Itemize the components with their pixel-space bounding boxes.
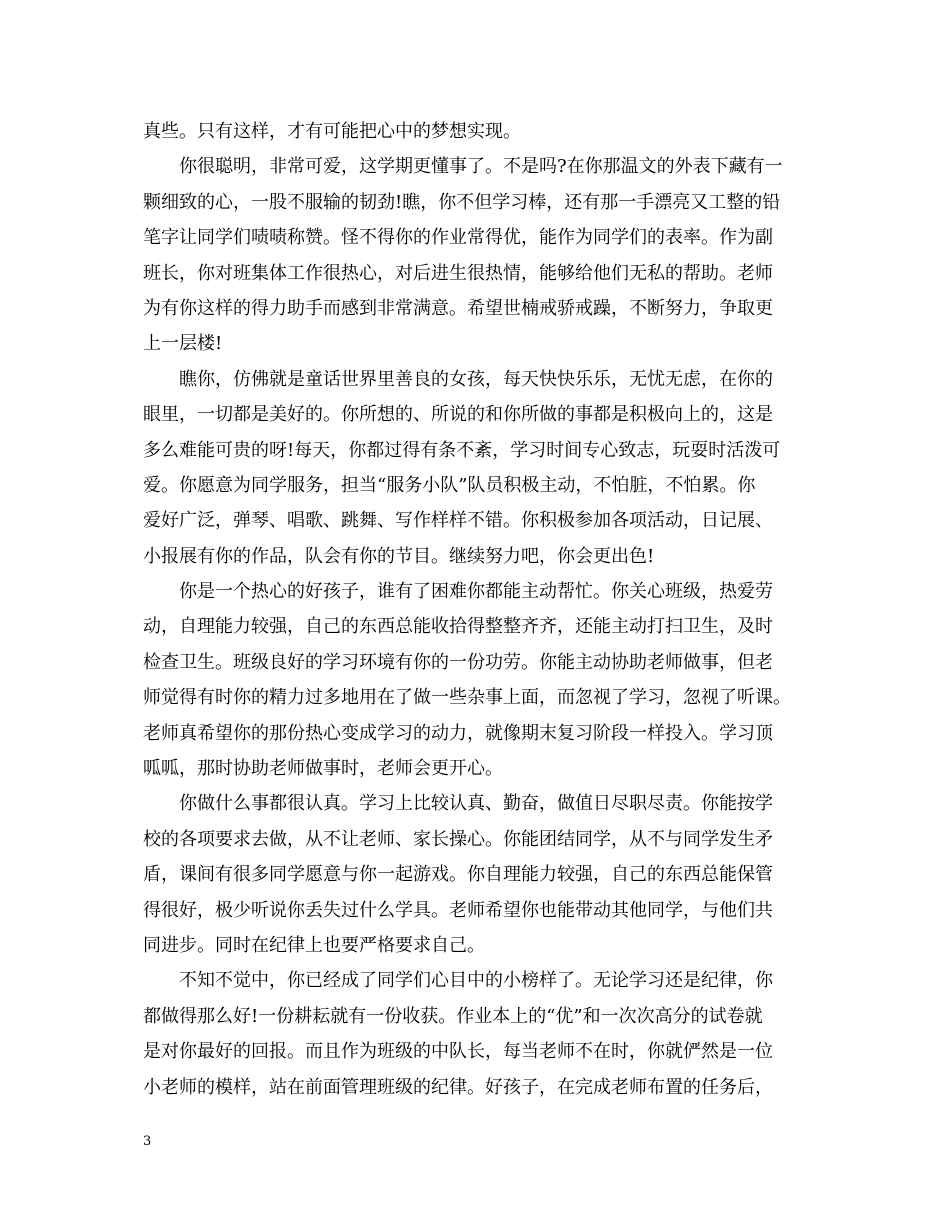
paragraph-first-line: 你很聪明，非常可爱，这学期更懂事了。不是吗?在你那温文的外表下藏有一 <box>179 156 783 178</box>
document-body <box>143 114 823 1105</box>
text-line: 多么难能可贵的呀!每天，你都过得有条不紊，学习时间专心致志，玩耍时活泼可 <box>143 439 781 461</box>
text-line: 呱呱，那时协助老师做事时，老师会更开心。 <box>143 758 503 780</box>
text-line: 上一层楼! <box>143 333 223 355</box>
text-line: 师觉得有时你的精力过多地用在了做一些杂事上面，而忽视了学习，忽视了听课。 <box>143 687 791 709</box>
text-line: 班长，你对班集体工作很热心，对后进生很热情，能够给他们无私的帮助。老师 <box>143 262 773 284</box>
paragraph-first-line: 瞧你，仿佛就是童话世界里善良的女孩，每天快快乐乐，无忧无虑，在你的 <box>179 368 773 390</box>
text-line: 笔字让同学们啧啧称赞。怪不得你的作业常得优，能作为同学们的表率。作为副 <box>143 227 773 249</box>
paragraph-first-line: 不知不觉中，你已经成了同学们心目中的小榜样了。无论学习还是纪律，你 <box>179 970 773 992</box>
text-line: 小老师的模样，站在前面管理班级的纪律。好孩子，在完成老师布置的任务后， <box>143 1076 773 1098</box>
text-line: 爱。你愿意为同学服务，担当“服务小队”队员积极主动，不怕脏，不怕累。你 <box>143 474 756 496</box>
text-line: 颗细致的心，一股不服输的韧劲!瞧，你不但学习棒，还有那一手漂亮又工整的铅 <box>143 191 781 213</box>
text-line: 都做得那么好!一份耕耘就有一份收获。作业本上的“优”和一次次高分的试卷就 <box>143 1005 763 1027</box>
page-number: 3 <box>143 1134 152 1149</box>
text-line: 检查卫生。班级良好的学习环境有你的一份功劳。你能主动协助老师做事，但老 <box>143 651 773 673</box>
paragraph-first-line: 你做什么事都很认真。学习上比较认真、勤奋，做值日尽职尽责。你能按学 <box>179 793 773 815</box>
text-line: 眼里，一切都是美好的。你所想的、所说的和你所做的事都是积极向上的，这是 <box>143 404 773 426</box>
text-line: 同进步。同时在纪律上也要严格要求自己。 <box>143 934 485 956</box>
text-line: 小报展有你的作品，队会有你的节目。继续努力吧，你会更出色! <box>143 545 655 567</box>
text-line: 为有你这样的得力助手而感到非常满意。希望世楠戒骄戒躁，不断努力，争取更 <box>143 297 773 319</box>
text-line: 真些。只有这样，才有可能把心中的梦想实现。 <box>143 121 521 142</box>
text-line: 爱好广泛，弹琴、唱歌、跳舞、写作样样不错。你积极参加各项活动，日记展、 <box>143 510 773 532</box>
text-line: 老师真希望你的那份热心变成学习的动力，就像期末复习阶段一样投入。学习顶 <box>143 722 773 744</box>
text-line: 是对你最好的回报。而且作为班级的中队长，每当老师不在时，你就俨然是一位 <box>143 1041 773 1063</box>
text-line: 校的各项要求去做，从不让老师、家长操心。你能团结同学，从不与同学发生矛 <box>143 828 773 850</box>
text-line: 盾，课间有很多同学愿意与你一起游戏。你自理能力较强，自己的东西总能保管 <box>143 864 773 886</box>
paragraph-first-line: 你是一个热心的好孩子，谁有了困难你都能主动帮忙。你关心班级，热爱劳 <box>179 581 773 603</box>
text-line: 动，自理能力较强，自己的东西总能收拾得整整齐齐，还能主动打扫卫生，及时 <box>143 616 773 638</box>
text-line: 得很好，极少听说你丢失过什么学具。老师希望你也能带动其他同学，与他们共 <box>143 899 773 921</box>
